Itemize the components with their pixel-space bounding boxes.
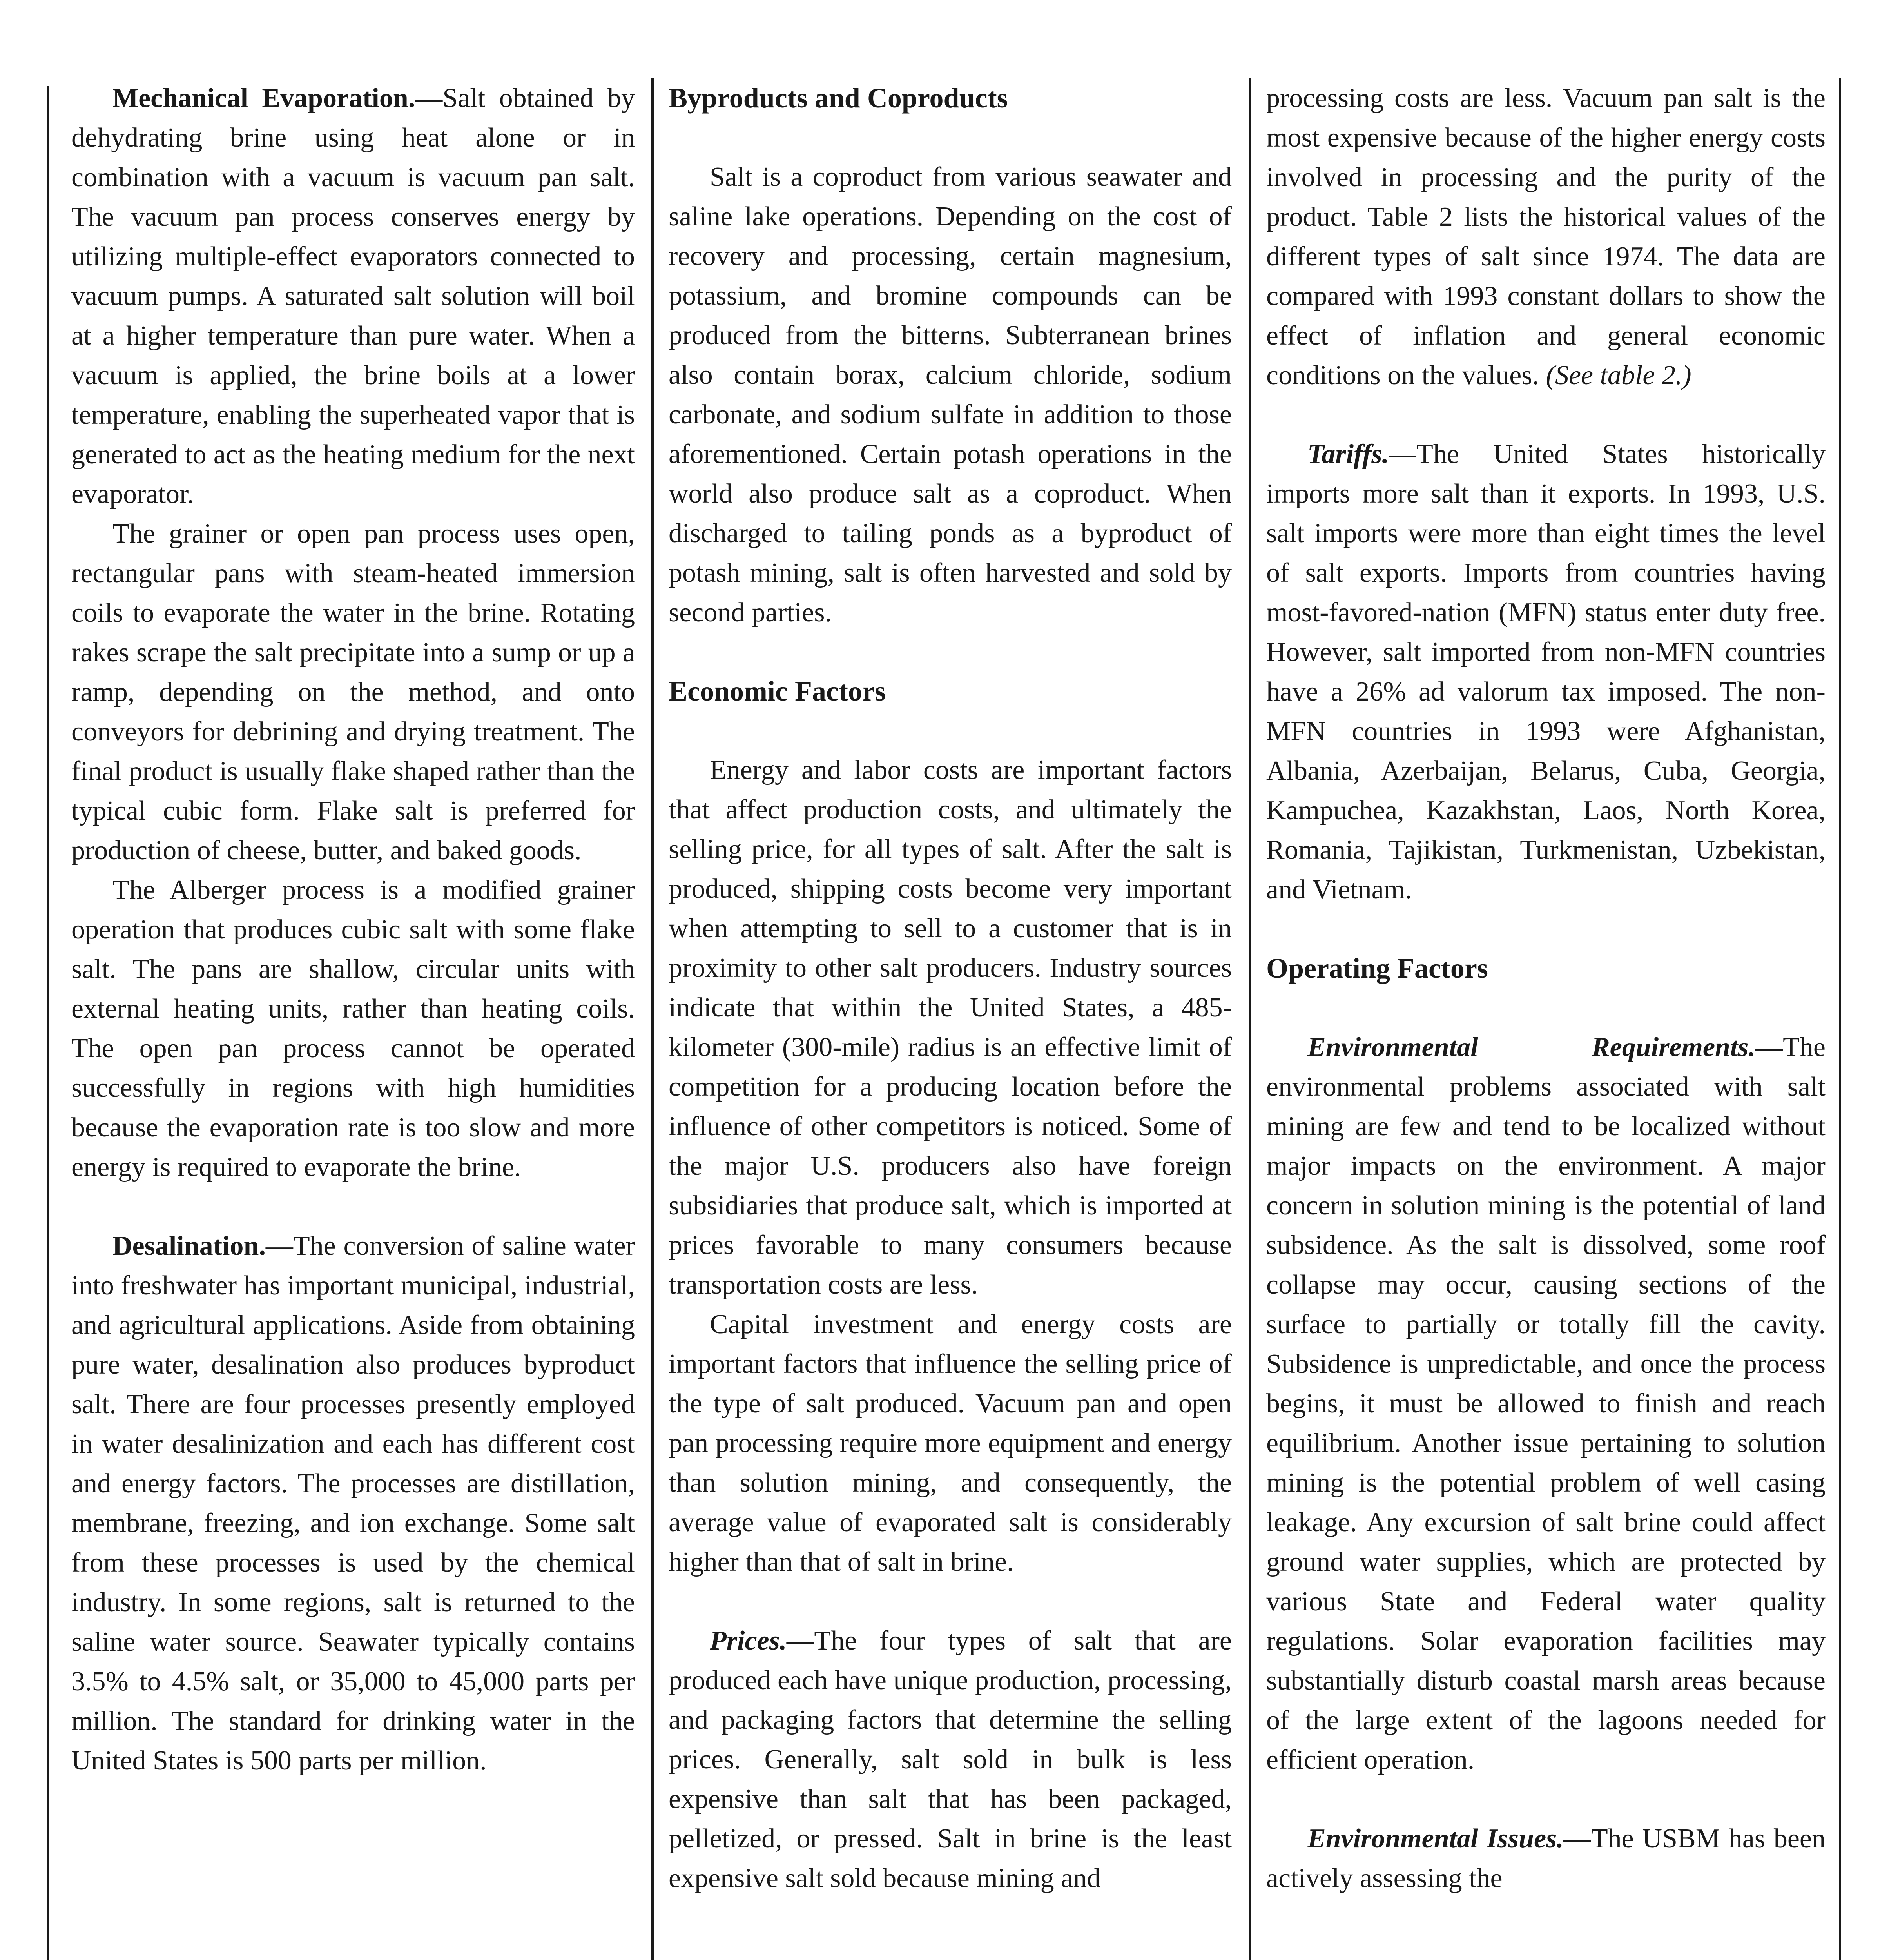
column-rule-2	[1249, 78, 1251, 1960]
section-heading-environmental-requirements: Environmental Requirements.—	[1307, 1032, 1783, 1062]
column-rule-right	[1839, 78, 1841, 1960]
section-heading-tariffs: Tariffs.—	[1307, 439, 1417, 469]
section-heading-prices: Prices.—	[710, 1626, 814, 1656]
paragraph: processing costs are less. Vacuum pan salt is the most expensive because of the higher energy costs involved in processing and the purity of the product. Table 2 lists the historical values of the different types of salt since 1974. The data are compared with 1993 constant dollars to show the effect of inflation and general economic conditions on the values. (See table 2.)	[1266, 83, 1826, 390]
paragraph: Capital investment and energy costs are important factors that influence the selling price of the type of salt produced. Vacuum pan and open pan processing require more equipment and energy than solution mining, and consequently, the average value of evaporated salt is considerably higher than that of salt in brine.	[669, 1309, 1232, 1577]
paragraph: Salt is a coproduct from various seawater and saline lake operations. Depending on the cost of recovery and processing, certain magnesium, potassium, and bromine compounds can be produced from the bitterns. Subterranean brines also contain borax, calcium chloride, sodium carbonate, and sodium sulfate in addition to those aforementioned. Certain potash operations in the world also produce salt as a coproduct. When discharged to tailing ponds as a byproduct of potash mining, salt is often harvested and sold by second parties.	[669, 162, 1232, 628]
section-heading-byproducts: Byproducts and Coproducts	[669, 82, 1008, 114]
paragraph: Desalination.—The conversion of saline water into freshwater has important municipal, industrial, and agricultural applications. Aside from obtaining pure water, desalination also produces byproduct salt. There are four processes presently employed in water desalinization and each has different cost and energy factors. The processes are distillation, membrane, freezing, and ion exchange. Some salt from these processes is used by the chemical industry. In some regions, salt is returned to the saline water source. Seawater typically contains 3.5% to 4.5% salt, or 35,000 to 45,000 parts per million. The standard for drinking water in the United States is 500 parts per million.	[71, 1231, 635, 1776]
section-heading-desalination: Desalination.—	[112, 1231, 293, 1261]
column-1	[71, 78, 635, 1780]
column-rule-left	[47, 86, 49, 1960]
paragraph: Energy and labor costs are important factors that affect production costs, and ultimately the selling price, for all types of salt. After the salt is produced, shipping costs become very important when attempting to sell to a customer that is in proximity to other salt producers. Industry sources indicate that within the United States, a 485-kilometer (300-mile) radius is an effective limit of competition for a producing location before the influence of other competitors is noticed. Some of the major U.S. producers also have foreign subsidiaries that produce salt, which is imported at prices favorable to many consumers because transportation costs are less.	[669, 755, 1232, 1300]
paragraph: Environmental Issues.—The USBM has been actively assessing the	[1266, 1824, 1826, 1893]
paragraph: The grainer or open pan process uses open, rectangular pans with steam-heated immersion coils to evaporate the water in the brine. Rotating rakes scrape the salt precipitate into a sump or up a ramp, depending on the method, and onto conveyors for debrining and drying treatment. The final product is usually flake shaped rather than the typical cubic form. Flake salt is preferred for production of cheese, butter, and baked goods.	[71, 519, 635, 866]
section-heading-mechanical-evaporation: Mechanical Evaporation.—	[112, 83, 443, 113]
paragraph: Tariffs.—The United States historically imports more salt than it exports. In 1993, U.S. salt imports were more than eight times the level of salt exports. Imports from countries having most-favored-nation (MFN) status enter duty free. However, salt imported from non-MFN countries have a 26% ad valorum tax imposed. The non-MFN countries in 1993 were Afghanistan, Albania, Azerbaijan, Belarus, Cuba, Georgia, Kampuchea, Kazakhstan, Laos, North Korea, Romania, Tajikistan, Turkmenistan, Uzbekistan, and Vietnam.	[1266, 439, 1826, 905]
column-rule-1	[651, 78, 654, 1960]
paragraph: Mechanical Evaporation.—Salt obtained by dehydrating brine using heat alone or in combination with a vacuum is vacuum pan salt. The vacuum pan process conserves energy by utilizing multiple-effect evaporators connected to vacuum pumps. A saturated salt solution will boil at a higher temperature than pure water. When a vacuum is applied, the brine boils at a lower temperature, enabling the superheated vapor that is generated to act as the heating medium for the next evaporator.	[71, 83, 635, 509]
table-reference: (See table 2.)	[1546, 360, 1691, 390]
paragraph: Prices.—The four types of salt that are produced each have unique production, processing, and packaging factors that determine the selling prices. Generally, salt sold in bulk is less expensive than salt that has been packaged, pelletized, or pressed. Salt in brine is the least expensive salt sold because mining and	[669, 1626, 1232, 1893]
section-heading-operating-factors: Operating Factors	[1266, 953, 1488, 984]
column-3	[1266, 78, 1826, 1898]
column-2	[669, 78, 1232, 1898]
section-heading-economic-factors: Economic Factors	[669, 675, 886, 707]
section-heading-environmental-issues: Environmental Issues.—	[1307, 1824, 1591, 1854]
paragraph: The Alberger process is a modified grainer operation that produces cubic salt with some flake salt. The pans are shallow, circular units with external heating units, rather than heating coils. The open pan process cannot be operated successfully in regions with high humidities because the evaporation rate is too slow and more energy is required to evaporate the brine.	[71, 875, 635, 1182]
paragraph: Environmental Requirements.—The environmental problems associated with salt mining are few and tend to be localized without major impacts on the environment. A major concern in solution mining is the potential of land subsidence. As the salt is dissolved, some roof collapse may occur, causing sections of the surface to partially or totally fill the cavity. Subsidence is unpredictable, and once the process begins, it must be allowed to finish and reach equilibrium. Another issue pertaining to solution mining is the potential problem of well casing leakage. Any excursion of salt brine could affect ground water supplies, which are protected by various State and Federal water quality regulations. Solar evaporation facilities may substantially disturb coastal marsh areas because of the large extent of the lagoons needed for efficient operation.	[1266, 1032, 1826, 1775]
